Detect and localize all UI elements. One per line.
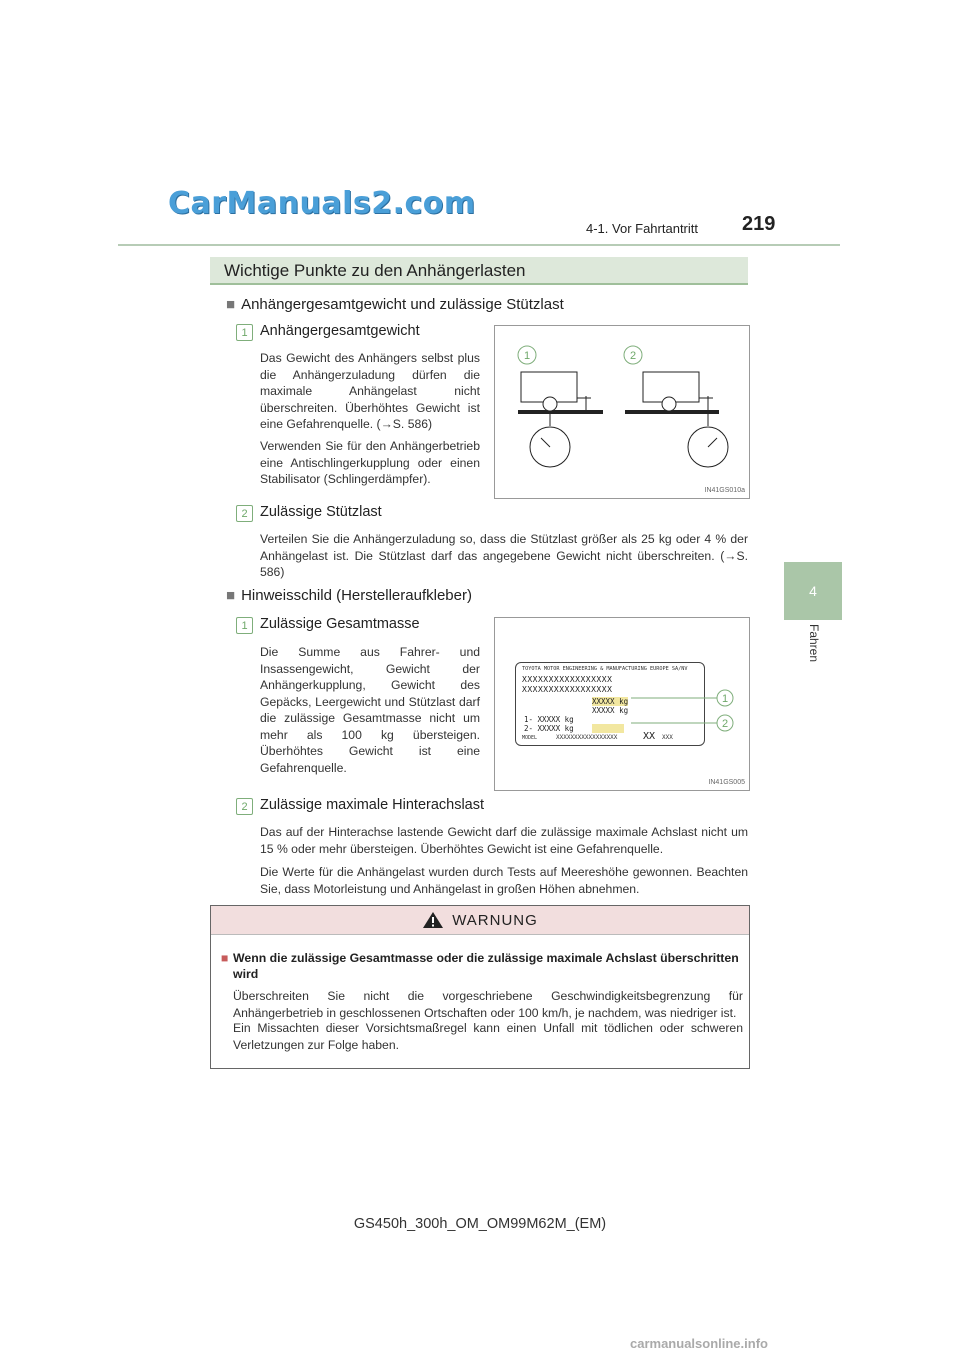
- trailer-scale-illustration: [495, 326, 749, 498]
- plate-model-suffix: XXX: [662, 734, 673, 741]
- site-logo[interactable]: CarManuals2.com: [168, 186, 476, 221]
- item-paragraph: Die Summe aus Fahrer- und Insassengewicht, Gewicht der Anhängerkupplung, Gewicht des Gepäcks, Leergewicht und Stützlast darf die zulässige Gesamtmasse nicht um mehr als 100 kg übersteigen. Überhöhtes Gewicht ist eine Gefahrenquelle.: [260, 645, 480, 775]
- item-title: Zulässige Stützlast: [260, 504, 382, 520]
- callout-lines: [495, 618, 749, 790]
- chapter-tab[interactable]: 4: [784, 562, 842, 620]
- section-heading: Wichtige Punkte zu den Anhängerlasten: [210, 257, 748, 285]
- plate-line: XXXXXXXXXXXXXXXXX: [522, 685, 613, 694]
- document-code: GS450h_300h_OM_OM99M62M_(EM): [353, 1216, 607, 1232]
- warning-title: WARNUNG: [452, 911, 538, 929]
- item-number-badge: 2: [236, 505, 253, 522]
- figure-label-1: 1: [721, 693, 729, 705]
- item-title: Zulässige maximale Hinterachslast: [260, 797, 485, 813]
- item-paragraph: Verwenden Sie für den Anhängerbetrieb eine Antischlingerkupplung oder einen Stabilisator (Schlingerdämpfer).: [260, 439, 480, 486]
- figure-label-1: 1: [523, 350, 531, 362]
- plate-weight: XXXXX kg: [592, 706, 629, 715]
- warning-header: [211, 906, 749, 935]
- manufacturer-label-figure: [494, 617, 750, 791]
- plate-weight: XXXXX kg: [592, 697, 629, 706]
- item-paragraph: Die Werte für die Anhängelast wurden durch Tests auf Meereshöhe gewonnen. Beachten Sie, dass Motorleistung und Anhängelast in großen Höhen abnehmen.: [260, 865, 748, 896]
- item-number-badge: 2: [236, 798, 253, 815]
- header-rule: [118, 244, 840, 246]
- subsection-title-1: ■ Anhängergesamtgewicht und zulässige Stützlast: [226, 296, 564, 313]
- figure-label-2: 2: [629, 350, 637, 362]
- figure-code: IN41GS005: [708, 779, 745, 786]
- item-title: Zulässige Gesamtmasse: [260, 616, 420, 632]
- trailer-weight-figure: [494, 325, 750, 499]
- item-paragraph: Verteilen Sie die Anhängerzuladung so, dass die Stützlast größer als 25 kg oder 4 % der Anhängelast ist. Die Stützlast darf das angegebene Gewicht nicht überschreiten. (→S. 586): [260, 532, 748, 579]
- chapter-section-label: 4-1. Vor Fahrtantritt: [586, 221, 698, 236]
- warning-paragraph: Ein Missachten dieser Vorsichtsmaßregel kann einen Unfall mit tödlichen oder schweren Verletzungen zur Folge haben.: [233, 1021, 743, 1052]
- item-paragraph: Das Gewicht des Anhängers selbst plus die Anhängerzuladung dürfen die maximale Anhängelast nicht überschreiten. Überhöhtes Gewicht ist eine Gefahrenquelle. (→S. 586): [260, 351, 480, 431]
- page-number: 219: [742, 213, 776, 235]
- warning-triangle-icon: [422, 911, 444, 929]
- item-number-badge: 1: [236, 324, 253, 341]
- plate-line: XXXXXXXXXXXXXXXXX: [522, 675, 613, 684]
- chapter-tab-label: Fahren: [807, 623, 821, 663]
- plate-model-code: XX: [643, 731, 656, 742]
- warning-box: [210, 905, 750, 1069]
- square-bullet-icon: ■: [226, 296, 236, 313]
- item-number-badge: 1: [236, 617, 253, 634]
- plate-weight: 2- XXXXX kg: [524, 724, 624, 733]
- item-title: Anhängergesamtgewicht: [260, 323, 420, 339]
- subsection-title-2: ■ Hinweisschild (Herstelleraufkleber): [226, 587, 472, 604]
- figure-label-2: 2: [721, 718, 729, 730]
- plate-header: TOYOTA MOTOR ENGINEERING & MANUFACTURING EUROPE SA/NV: [522, 666, 688, 672]
- plate-model-label: MODEL: [522, 735, 538, 741]
- figure-code: IN41GS010a: [704, 487, 745, 494]
- plate-model-value: XXXXXXXXXXXXXXXXX: [556, 734, 618, 741]
- square-bullet-icon: ■: [226, 587, 236, 604]
- warning-heading: ■ Wenn die zulässige Gesamtmasse oder die zulässige maximale Achslast überschritten wird: [221, 951, 739, 981]
- plate-weight: 1- XXXXX kg: [524, 715, 574, 724]
- item-paragraph: Das auf der Hinterachse lastende Gewicht darf die zulässige maximale Achslast nicht um 15 % oder mehr übersteigen. Überhöhtes Gewicht ist eine Gefahrenquelle.: [260, 825, 748, 856]
- warning-bullet-icon: ■: [221, 951, 229, 965]
- watermark[interactable]: carmanualsonline.info: [630, 1336, 768, 1351]
- warning-paragraph: Überschreiten Sie nicht die vorgeschriebene Geschwindigkeitsbegrenzung für Anhängerbetrieb in geschlossenen Ortschaften oder 100 km/h, je nachdem, was niedriger ist.: [233, 989, 743, 1020]
